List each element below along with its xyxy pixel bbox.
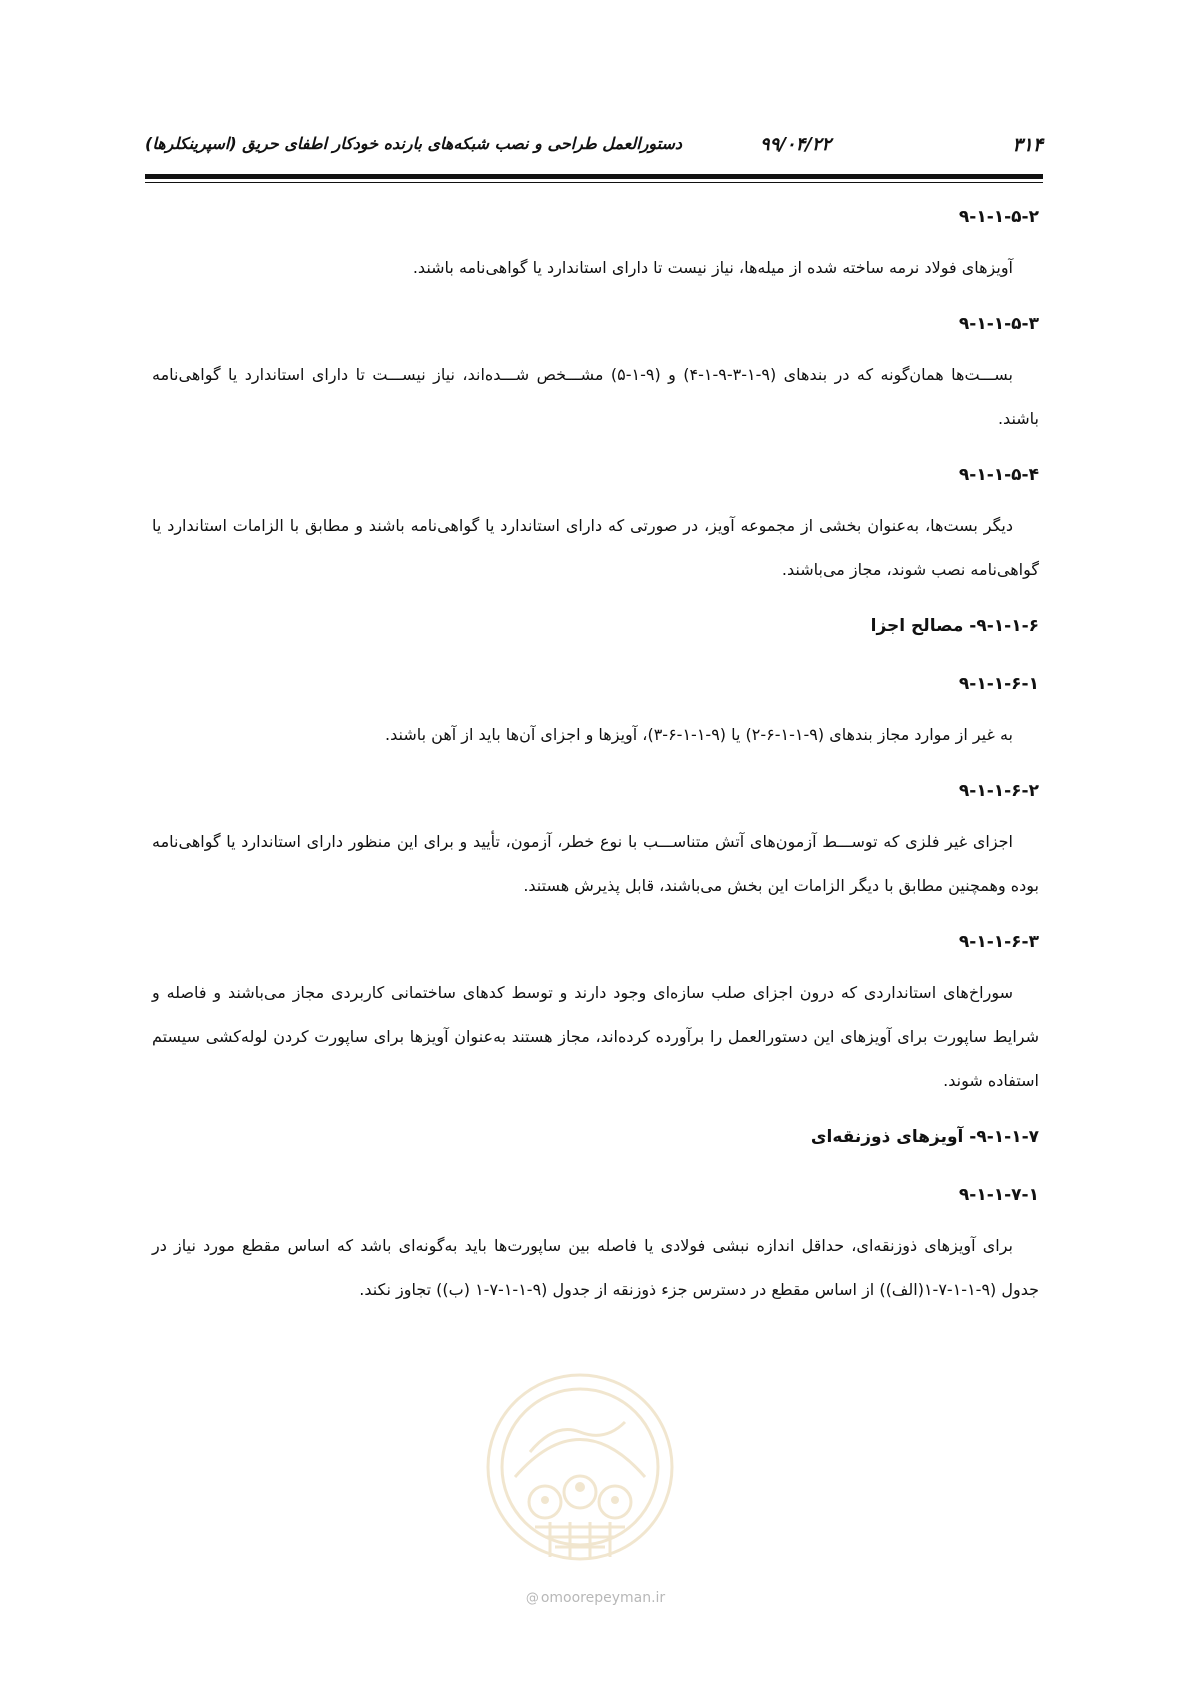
section-paragraph: آویزهای فولاد نرمه ساخته شده از میله‌ها، نیاز نیست تا دارای استاندارد یا گواهی‌نامه باشند. [412,258,1013,277]
document-title: دستورالعمل طراحی و نصب شبکه‌های بارنده خودکار اطفای حریق (اسپرینکلرها) [145,134,683,153]
header-date: ۹۹/۰۴/۲۲ [760,134,832,155]
gear-logo-icon [475,1362,685,1572]
section-number: ۹-۱-۱-۶-۱ [958,674,1039,694]
at-sign-icon: @ [525,1591,539,1606]
section-number: ۹-۱-۱-۶-۲ [958,781,1039,801]
section-heading: ۹-۱-۱-۷- آویزهای ذوزنقه‌ای [810,1127,1039,1147]
section-number: ۹-۱-۱-۵-۴ [958,465,1039,485]
section-paragraph: بســـت‌ها همان‌گونه که در بندهای (۹-۱-۳-۹-۱-۴) و (۹-۱-۵) مشـــخص شـــده‌اند، نیاز نیســـت تا دارای استاندارد یا گواهی‌نامه باشند. [152,365,1039,428]
running-header [145,128,1043,162]
header-rule-thick [145,174,1043,179]
section-paragraph: اجزای غیر فلزی که توســـط آزمون‌های آتش متناســـب با نوع خطر، آزمون، تأیید و برای این منظور دارای استاندارد یا گواهی‌نامه بوده وهمچنین مطابق با دیگر الزامات این بخش می‌باشند، قابل پذیرش هستند. [152,832,1039,895]
section-paragraph: به غیر از موارد مجاز بندهای (۹-۱-۱-۶-۲) یا (۹-۱-۱-۶-۳)، آویزها و اجزای آن‌ها باید از آهن باشند. [385,725,1013,744]
section-number: ۹-۱-۱-۵-۳ [958,314,1039,334]
section-number: ۹-۱-۱-۵-۲ [958,207,1039,227]
section-paragraph: دیگر بست‌ها، به‌عنوان بخشی از مجموعه آویز، در صورتی که دارای استاندارد یا گواهی‌نامه باشند و مطابق با الزامات استاندارد یا گواهی‌نامه نصب شوند، مجاز می‌باشند. [152,516,1039,579]
page-body [152,205,1039,1334]
section-heading: ۹-۱-۱-۶- مصالح اجزا [870,616,1039,636]
section-number: ۹-۱-۱-۷-۱ [958,1185,1039,1205]
footer-url-text: omoorepeyman.ir [540,1590,666,1606]
brand-watermark-logo [475,1362,685,1572]
section-paragraph: سوراخ‌های استانداردی که درون اجزای صلب سازه‌ای وجود دارند و توسط کدهای ساختمانی کاربردی مجاز می‌باشند و فاصله و شرایط ساپورت برای آویزهای این دستورالعمل را برآورده کرده‌اند، مجاز هستند به‌عنوان آویزها برای ساپورت کردن لوله‌کشی سیستم استفاده شوند. [152,983,1039,1090]
footer-website [0,1590,1191,1606]
header-rule-thin [145,182,1043,183]
section-paragraph: برای آویزهای ذوزنقه‌ای، حداقل اندازه نبشی فولادی یا فاصله بین ساپورت‌ها باید به‌گونه‌ای باشد که اساس مقطع مورد نیاز در جدول (۹-۱-۱-۷-۱(الف)) از اساس مقطع در دسترس جزء ذوزنقه از جدول (۹-۱-۱-۷-۱ (ب)) تجاوز نکند. [152,1236,1039,1299]
section-number: ۹-۱-۱-۶-۳ [958,932,1039,952]
page-number: ۳۱۴ [1012,134,1043,156]
